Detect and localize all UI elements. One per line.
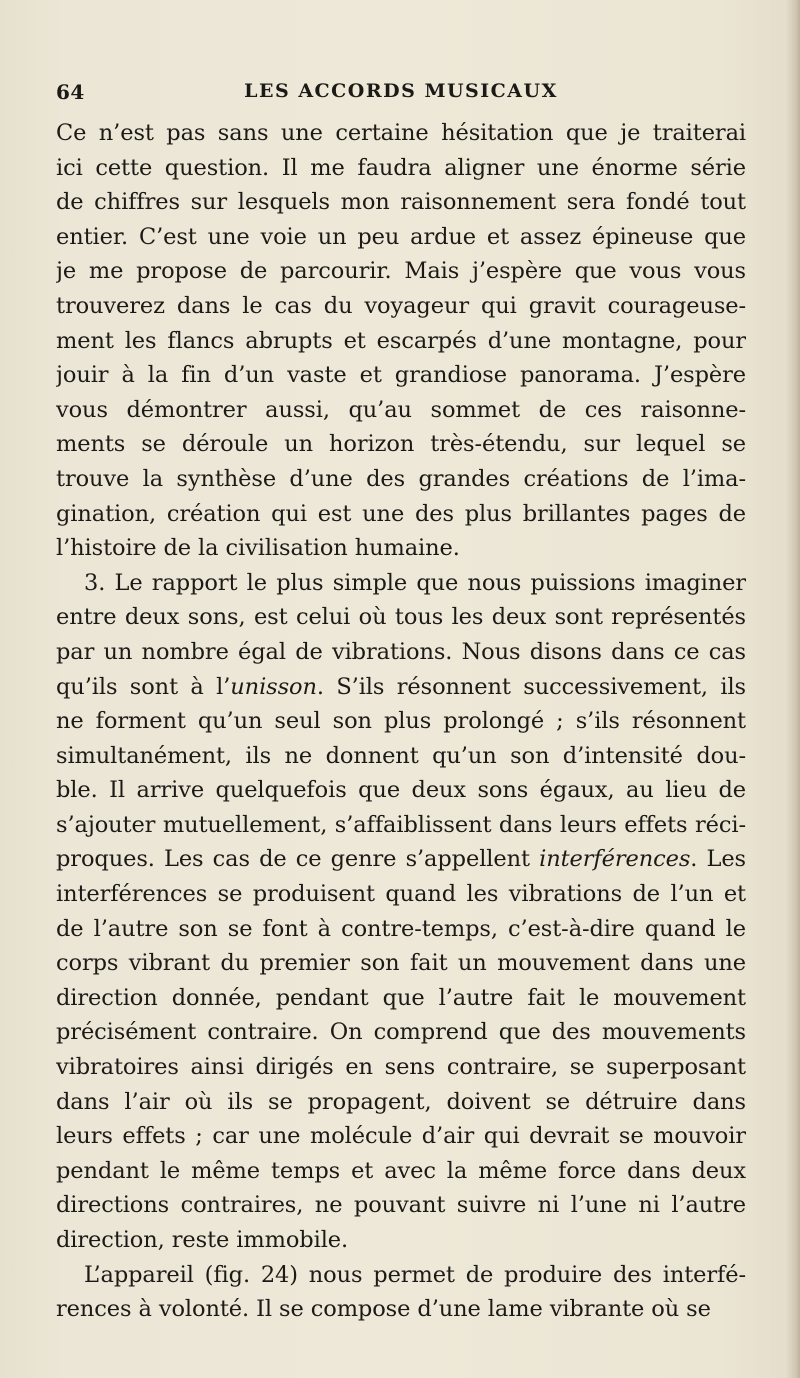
- text-line: ici cette question. Il me faudra aligner une énorme série: [56, 154, 746, 181]
- text-line: vibratoires ainsi dirigés en sens contraire, se superposant: [56, 1054, 746, 1081]
- running-header: [56, 80, 746, 112]
- text-line: L’appareil (fig. 24) nous permet de produire des interfé-: [84, 1261, 746, 1288]
- page-edge-shadow: [786, 0, 800, 1378]
- italic-term: interférences: [539, 846, 691, 873]
- text-line: dans l’air où ils se propagent, doivent se détruire dans: [56, 1088, 746, 1115]
- text-line: par un nombre égal de vibrations. Nous disons dans ce cas: [56, 638, 746, 665]
- text-line: trouve la synthèse d’une des grandes créations de l’ima-: [56, 465, 746, 492]
- text-line: gination, création qui est une des plus brillantes pages de: [56, 500, 746, 527]
- text-line: ne forment qu’un seul son plus prolongé ; s’ils résonnent: [56, 708, 746, 735]
- text-line: l’histoire de la civilisation humaine.: [56, 535, 460, 562]
- text-line: rences à volonté. Il se compose d’une lame vibrante où se: [56, 1296, 711, 1323]
- text-line: corps vibrant du premier son fait un mouvement dans une: [56, 950, 746, 977]
- text-line: vous démontrer aussi, qu’au sommet de ces raisonne-: [56, 396, 746, 423]
- text-line: ments se déroule un horizon très-étendu, sur lequel se: [56, 431, 746, 458]
- text-line: direction donnée, pendant que l’autre fait le mouvement: [56, 984, 746, 1011]
- text-line: ble. Il arrive quelquefois que deux sons égaux, au lieu de: [56, 777, 746, 804]
- text-line: s’ajouter mutuellement, s’affaiblissent dans leurs effets réci-: [56, 811, 746, 838]
- text-line: jouir à la fin d’un vaste et grandiose panorama. J’espère: [56, 362, 746, 389]
- text-line: leurs effets ; car une molécule d’air qui devrait se mouvoir: [56, 1123, 746, 1150]
- text-line: entre deux sons, est celui où tous les deux sont représentés: [56, 604, 746, 631]
- body-text: [56, 116, 746, 1327]
- text-line: 3. Le rapport le plus simple que nous puissions imaginer: [84, 569, 746, 596]
- text-segment: proques. Les cas de ce genre s’appellent: [56, 846, 540, 873]
- text-line: trouverez dans le cas du voyageur qui gravit courageuse-: [56, 292, 746, 319]
- text-segment: . S’ils résonnent successivement, ils: [316, 673, 746, 700]
- text-line: précisément contraire. On comprend que des mouvements: [56, 1019, 746, 1046]
- text-line: entier. C’est une voie un peu ardue et assez épineuse que: [56, 223, 746, 250]
- italic-term: unisson: [230, 673, 317, 700]
- text-line: pendant le même temps et avec la même force dans deux: [56, 1157, 746, 1184]
- text-line: de chiffres sur lesquels mon raisonnement sera fondé tout: [56, 189, 746, 216]
- text-line: [56, 842, 746, 877]
- text-line: simultanément, ils ne donnent qu’un son d’intensité dou-: [56, 742, 746, 769]
- text-line: direction, reste immobile.: [56, 1227, 349, 1253]
- text-line: de l’autre son se font à contre-temps, c’est-à-dire quand le: [56, 915, 746, 942]
- text-segment: qu’ils sont à l’: [56, 673, 231, 700]
- text-line: [56, 670, 746, 705]
- text-line: je me propose de parcourir. Mais j’espère que vous vous: [56, 258, 746, 285]
- page-number: 64: [56, 80, 85, 104]
- running-title: LES ACCORDS MUSICAUX: [244, 80, 558, 102]
- text-line: directions contraires, ne pouvant suivre ni l’une ni l’autre: [56, 1192, 746, 1219]
- text-line: Ce n’est pas sans une certaine hésitation que je traiterai: [56, 120, 746, 146]
- text-line: ment les flancs abrupts et escarpés d’une montagne, pour: [56, 327, 746, 354]
- text-segment: . Les: [690, 846, 746, 873]
- text-line: interférences se produisent quand les vibrations de l’un et: [56, 881, 746, 908]
